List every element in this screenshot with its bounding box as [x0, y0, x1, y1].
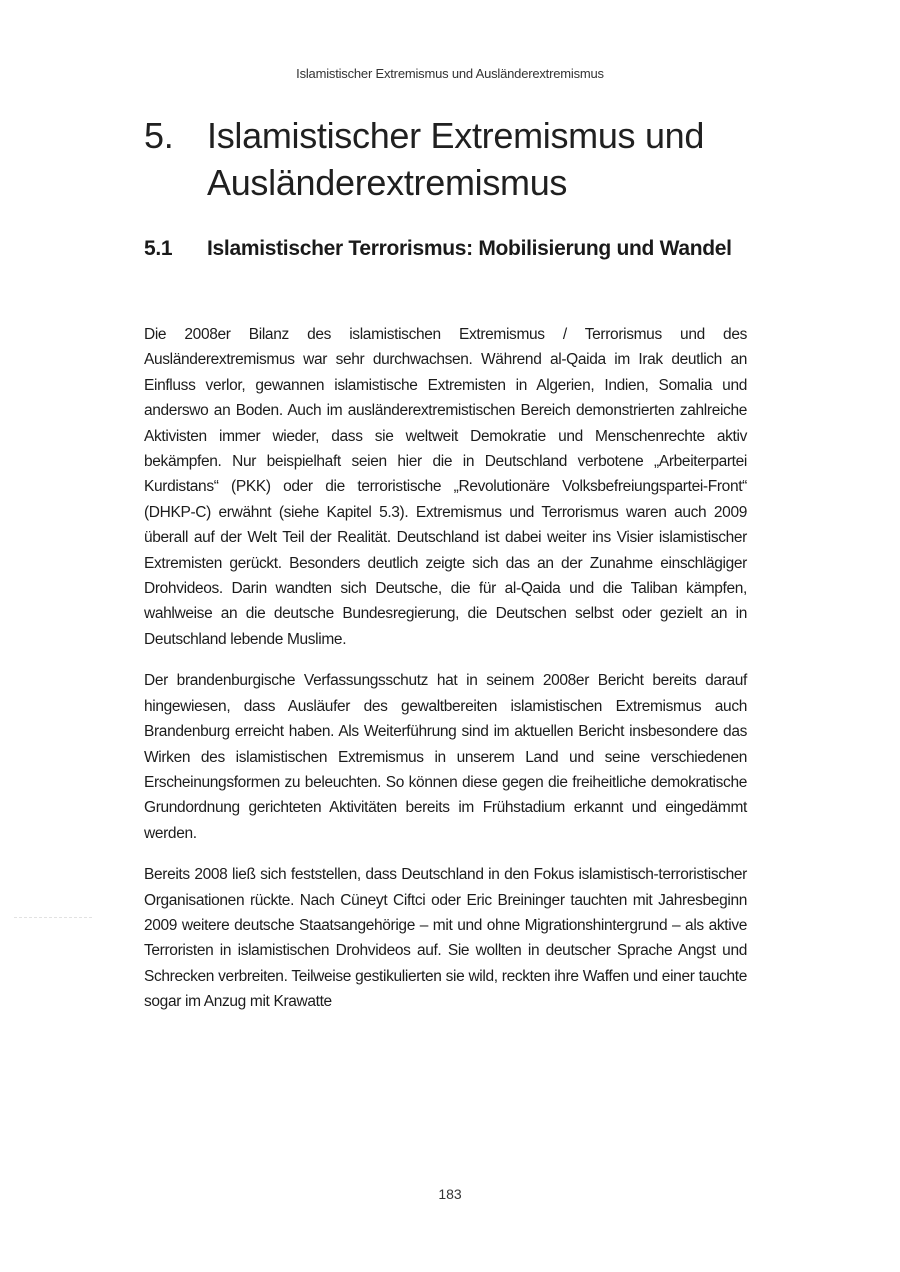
paragraph-3: Bereits 2008 ließ sich feststellen, dass Deutschland in den Fokus islamistisch-terroristischer Organisationen rückte. Nach Cüneyt Ciftci oder Eric Breininger tauchten mit Jahresbeginn 2009 weitere deutsche Staatsangehörige – mit und ohne Migrationshintergrund – als aktive Terroristen in islamistischen Drohvideos auf. Sie wollten in deutscher Sprache Angst und Schrecken verbreiten. Teilweise gestikulierten sie wild, reckten ihre Waffen und einer tauchte sogar im Anzug mit Krawatte: [144, 866, 747, 1011]
page-number: 183: [438, 1186, 462, 1202]
chapter-number: 5.: [144, 115, 174, 156]
section-number: 5.1: [144, 237, 173, 260]
scan-margin-mark: [14, 917, 92, 918]
section-title: Islamistischer Terrorismus: Mobilisierung und Wandel: [207, 237, 732, 260]
paragraph-2: Der brandenburgische Verfassungsschutz hat in seinem 2008er Bericht bereits darauf hingewiesen, dass Ausläufer des gewaltbereiten islamistischen Extremismus auch Brandenburg erreicht haben. Als Weiterführung sind im aktuellen Bericht insbesondere das Wirken des islamistischen Extremismus in unserem Land und seine verschiedenen Erscheinungsformen zu beleuchten. So können diese gegen die freiheitliche demokratische Grundordnung gerichteten Aktivitäten bereits im Frühstadium erkannt und eingedämmt werden.: [144, 672, 747, 842]
running-header: Islamistischer Extremismus und Ausländerextremismus: [296, 66, 604, 81]
chapter-title: Islamistischer Extremismus und Ausländerextremismus: [207, 115, 705, 203]
paragraph-1: Die 2008er Bilanz des islamistischen Extremismus / Terrorismus und des Ausländerextremismus war sehr durchwachsen. Während al-Qaida im Irak deutlich an Einfluss verlor, gewannen islamistische Extremisten in Algerien, Indien, Somalia und anderswo an Boden. Auch im ausländerextremistischen Bereich demonstrierten zahlreiche Aktivisten immer wieder, dass sie weltweit Demokratie und Menschenrechte aktiv bekämpfen. Nur beispielhaft seien hier die in Deutschland verbotene „Arbeiterpartei Kurdistans“ (PKK) oder die terroristische „Revolutionäre Volksbefreiungspartei-Front“ (DHKP-C) erwähnt (siehe Kapitel 5.3). Extremismus und Terrorismus waren auch 2009 überall auf der Welt Teil der Realität. Deutschland ist dabei weiter ins Visier islamistischer Extremisten gerückt. Besonders deutlich zeigte sich das an der Zunahme einschlägiger Drohvideos. Darin wandten sich Deutsche, die für al-Qaida und die Taliban kämpfen, wahlweise an die deutsche Bundesregierung, die Deutschen selbst oder gezielt an in Deutschland lebende Muslime.: [144, 326, 747, 648]
body-text: [144, 322, 747, 1031]
